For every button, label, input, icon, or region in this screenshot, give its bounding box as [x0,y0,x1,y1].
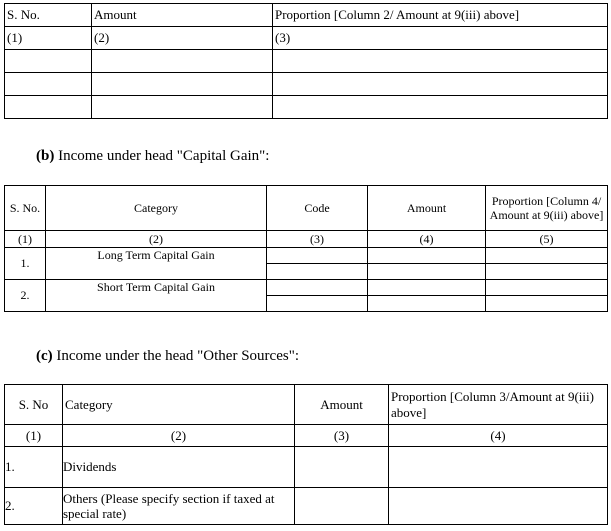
header-sno: S. No [5,385,63,425]
amount-cell[interactable] [368,296,486,312]
table-row [5,96,608,119]
proportion-cell[interactable] [486,280,608,296]
section-b-title: Income under head "Capital Gain": [58,148,270,164]
col-number: (2) [92,27,273,50]
header-sno: S. No. [5,4,92,27]
other-sources-table [4,384,608,525]
code-cell[interactable] [267,264,368,280]
section-c-label: (c) [36,348,53,364]
column-number-row [5,27,608,50]
empty-cell[interactable] [273,50,608,73]
header-proportion: Proportion [Column 3/Amount at 9(iii) above] [389,385,608,425]
col-number: (1) [5,27,92,50]
code-cell[interactable] [267,280,368,296]
table-header-row [5,385,608,425]
header-proportion: Proportion [Column 4/ Amount at 9(iii) above] [486,186,608,231]
amount-cell[interactable] [295,447,389,488]
col-number: (3) [267,231,368,248]
row-sno: 2. [5,280,46,312]
code-cell[interactable] [267,296,368,312]
proportion-cell[interactable] [486,296,608,312]
empty-cell[interactable] [5,50,92,73]
table-row [5,50,608,73]
row-category: Long Term Capital Gain [46,248,267,280]
empty-cell[interactable] [5,73,92,96]
row-sno: 2. [5,488,63,525]
table-header-row [5,186,608,231]
amount-cell[interactable] [295,488,389,525]
capital-gain-table [4,185,608,312]
table-row [5,488,608,525]
row-category: Others (Please specify section if taxed at special rate) [63,488,295,525]
table-row [5,73,608,96]
section-b-label: (b) [36,148,55,164]
header-category: Category [63,385,295,425]
col-number: (2) [63,425,295,447]
table-row [5,447,608,488]
col-number: (4) [368,231,486,248]
proportion-cell[interactable] [486,248,608,264]
proportion-cell[interactable] [389,488,608,525]
proportion-cell[interactable] [389,447,608,488]
col-number: (1) [5,231,46,248]
amount-cell[interactable] [368,264,486,280]
row-category: Short Term Capital Gain [46,280,267,312]
header-code: Code [267,186,368,231]
amount-cell[interactable] [368,248,486,264]
row-sno: 1. [5,447,63,488]
section-c-heading [36,348,299,365]
header-amount: Amount [295,385,389,425]
empty-cell[interactable] [5,96,92,119]
header-sno: S. No. [5,186,46,231]
header-proportion: Proportion [Column 2/ Amount at 9(iii) above] [273,4,608,27]
empty-cell[interactable] [92,50,273,73]
table-header-row [5,4,608,27]
row-category: Dividends [63,447,295,488]
column-number-row [5,425,608,447]
empty-cell[interactable] [92,73,273,96]
col-number: (5) [486,231,608,248]
code-cell[interactable] [267,248,368,264]
header-amount: Amount [368,186,486,231]
empty-cell[interactable] [273,96,608,119]
section-b-heading [36,148,269,165]
amount-cell[interactable] [368,280,486,296]
table-row [5,280,608,296]
proportion-cell[interactable] [486,264,608,280]
header-amount: Amount [92,4,273,27]
section-c-title: Income under the head "Other Sources": [56,348,299,364]
col-number: (1) [5,425,63,447]
col-number: (2) [46,231,267,248]
col-number: (4) [389,425,608,447]
row-sno: 1. [5,248,46,280]
empty-cell[interactable] [273,73,608,96]
proportion-table [4,3,608,119]
col-number: (3) [273,27,608,50]
col-number: (3) [295,425,389,447]
table-row [5,248,608,264]
empty-cell[interactable] [92,96,273,119]
column-number-row [5,231,608,248]
header-category: Category [46,186,267,231]
